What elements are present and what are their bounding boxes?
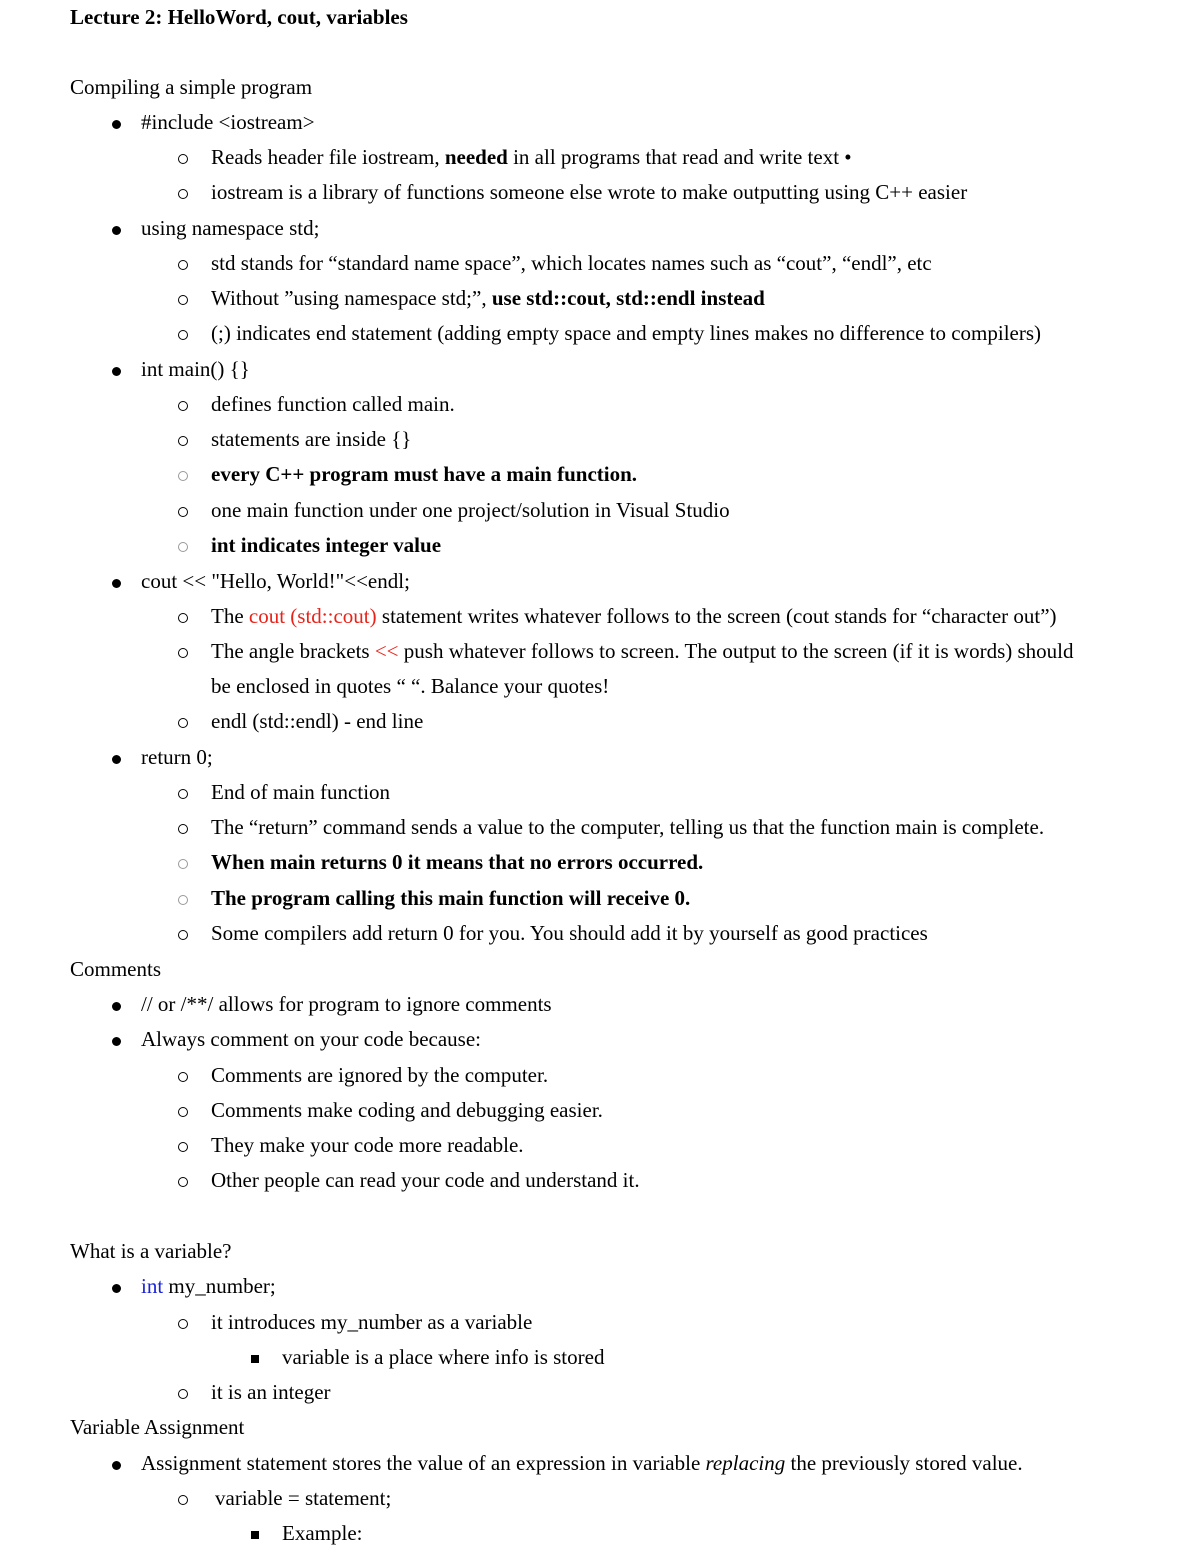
bullet-circle-icon xyxy=(173,599,193,634)
item-text: statements are inside {} xyxy=(211,427,412,451)
item-text: The angle brackets << push whatever follows to screen. The output to the screen (if it is words) should xyxy=(211,639,1074,663)
item-text: End of main function xyxy=(211,780,391,804)
bullet-dot-icon xyxy=(106,1022,126,1057)
section-variable: What is a variable? xyxy=(70,1239,232,1263)
section-assignment: Variable Assignment xyxy=(70,1415,245,1439)
list-item-continuation xyxy=(0,669,1200,704)
item-text: variable = statement; xyxy=(215,1486,392,1510)
item-text: iostream is a library of functions someone else wrote to make outputting using C++ easier xyxy=(211,180,968,204)
list-item xyxy=(0,1375,1200,1410)
list-item xyxy=(0,1269,1200,1304)
list-item xyxy=(0,528,1200,563)
list-item xyxy=(0,740,1200,775)
bullet-circle-icon xyxy=(173,775,193,810)
bullet-circle-icon xyxy=(173,422,193,457)
bullet-circle-icon xyxy=(173,1058,193,1093)
item-text: Comments are ignored by the computer. xyxy=(211,1063,549,1087)
bullet-circle-icon xyxy=(173,1481,193,1516)
item-text: int main() {} xyxy=(141,357,250,381)
bullet-circle-icon xyxy=(173,634,193,669)
item-text: be enclosed in quotes “ “. Balance your quotes! xyxy=(211,674,610,698)
list-item xyxy=(0,1481,1200,1516)
bullet-circle-icon xyxy=(173,810,193,845)
list-item xyxy=(0,916,1200,951)
list-item xyxy=(0,1128,1200,1163)
section-heading xyxy=(0,70,1200,105)
bullet-dot-icon xyxy=(106,564,126,599)
list-item xyxy=(0,599,1200,634)
section-compiling: Compiling a simple program xyxy=(70,75,313,99)
list-item xyxy=(0,105,1200,140)
bullet-square-icon xyxy=(245,1340,265,1375)
item-text: The “return” command sends a value to the computer, telling us that the function main is complete. xyxy=(211,815,1045,839)
item-text: endl (std::endl) - end line xyxy=(211,709,424,733)
item-text: The program calling this main function will receive 0. xyxy=(211,886,691,910)
bullet-dot-icon xyxy=(106,105,126,140)
list-item xyxy=(0,881,1200,916)
bullet-circle-icon xyxy=(173,316,193,351)
item-text: one main function under one project/solution in Visual Studio xyxy=(211,498,730,522)
bullet-circle-icon xyxy=(173,1163,193,1198)
item-text: Example: xyxy=(282,1521,363,1545)
list-item xyxy=(0,704,1200,739)
list-item xyxy=(0,422,1200,457)
bullet-square-icon xyxy=(245,1516,265,1551)
bullet-circle-icon xyxy=(173,387,193,422)
item-text: defines function called main. xyxy=(211,392,455,416)
list-item xyxy=(0,810,1200,845)
item-text: // or /**/ allows for program to ignore comments xyxy=(141,992,552,1016)
bullet-circle-icon xyxy=(173,175,193,210)
list-item xyxy=(0,1022,1200,1057)
bullet-circle-icon xyxy=(173,281,193,316)
item-text: variable is a place where info is stored xyxy=(282,1345,605,1369)
item-text: it introduces my_number as a variable xyxy=(211,1310,533,1334)
item-text: Some compilers add return 0 for you. You should add it by yourself as good practices xyxy=(211,921,928,945)
item-text: cout << "Hello, World!"<<endl; xyxy=(141,569,410,593)
section-heading xyxy=(0,1234,1200,1269)
list-item xyxy=(0,281,1200,316)
list-item xyxy=(0,1340,1200,1375)
list-item xyxy=(0,634,1200,669)
bullet-circle-icon xyxy=(173,1375,193,1410)
item-text: Without ”using namespace std;”, use std::cout, std::endl instead xyxy=(211,286,765,310)
list-item xyxy=(0,1446,1200,1481)
item-text: every C++ program must have a main function. xyxy=(211,462,638,486)
item-text: Comments make coding and debugging easier. xyxy=(211,1098,603,1122)
bullet-circle-icon xyxy=(173,916,193,951)
bullet-dot-icon xyxy=(106,1269,126,1304)
list-item xyxy=(0,987,1200,1022)
list-item xyxy=(0,387,1200,422)
bullet-circle-icon xyxy=(173,528,193,563)
item-text: std stands for “standard name space”, which locates names such as “cout”, “endl”, etc xyxy=(211,251,932,275)
doc-title-row xyxy=(0,0,1200,35)
item-text: int indicates integer value xyxy=(211,533,442,557)
item-text: Reads header file iostream, needed in all programs that read and write text • xyxy=(211,145,852,169)
item-text: Always comment on your code because: xyxy=(141,1027,481,1051)
list-item xyxy=(0,1163,1200,1198)
item-text: return 0; xyxy=(141,745,213,769)
section-heading xyxy=(0,952,1200,987)
list-item xyxy=(0,352,1200,387)
item-text: using namespace std; xyxy=(141,216,320,240)
list-item xyxy=(0,316,1200,351)
list-item xyxy=(0,1058,1200,1093)
bullet-dot-icon xyxy=(106,1446,126,1481)
list-item xyxy=(0,140,1200,175)
bullet-circle-icon xyxy=(173,845,193,880)
bullet-circle-icon xyxy=(173,1128,193,1163)
item-text: it is an integer xyxy=(211,1380,331,1404)
bullet-circle-icon xyxy=(173,704,193,739)
section-comments: Comments xyxy=(70,957,162,981)
bullet-dot-icon xyxy=(106,740,126,775)
list-item xyxy=(0,246,1200,281)
list-item xyxy=(0,775,1200,810)
list-item xyxy=(0,1093,1200,1128)
list-item xyxy=(0,1516,1200,1551)
bullet-circle-icon xyxy=(173,881,193,916)
bullet-dot-icon xyxy=(106,987,126,1022)
bullet-circle-icon xyxy=(173,1305,193,1340)
bullet-dot-icon xyxy=(106,211,126,246)
list-item xyxy=(0,211,1200,246)
item-text: They make your code more readable. xyxy=(211,1133,524,1157)
bullet-circle-icon xyxy=(173,246,193,281)
bullet-circle-icon xyxy=(173,1093,193,1128)
list-item xyxy=(0,457,1200,492)
list-item xyxy=(0,175,1200,210)
list-item xyxy=(0,493,1200,528)
bullet-dot-icon xyxy=(106,352,126,387)
item-text: Assignment statement stores the value of an expression in variable replacing the previously stored value. xyxy=(141,1451,1023,1475)
item-text: (;) indicates end statement (adding empty space and empty lines makes no difference to compilers) xyxy=(211,321,1042,345)
list-item xyxy=(0,1305,1200,1340)
section-heading xyxy=(0,1410,1200,1445)
bullet-circle-icon xyxy=(173,140,193,175)
list-item xyxy=(0,564,1200,599)
item-text: #include <iostream> xyxy=(141,110,315,134)
doc-title: Lecture 2: HelloWord, cout, variables xyxy=(70,5,408,29)
bullet-circle-icon xyxy=(173,457,193,492)
item-text: int my_number; xyxy=(141,1274,276,1298)
item-text: The cout (std::cout) statement writes whatever follows to the screen (cout stands for “character out”) xyxy=(211,604,1057,628)
item-text: Other people can read your code and understand it. xyxy=(211,1168,640,1192)
bullet-circle-icon xyxy=(173,493,193,528)
item-text: When main returns 0 it means that no errors occurred. xyxy=(211,850,704,874)
list-item xyxy=(0,845,1200,880)
